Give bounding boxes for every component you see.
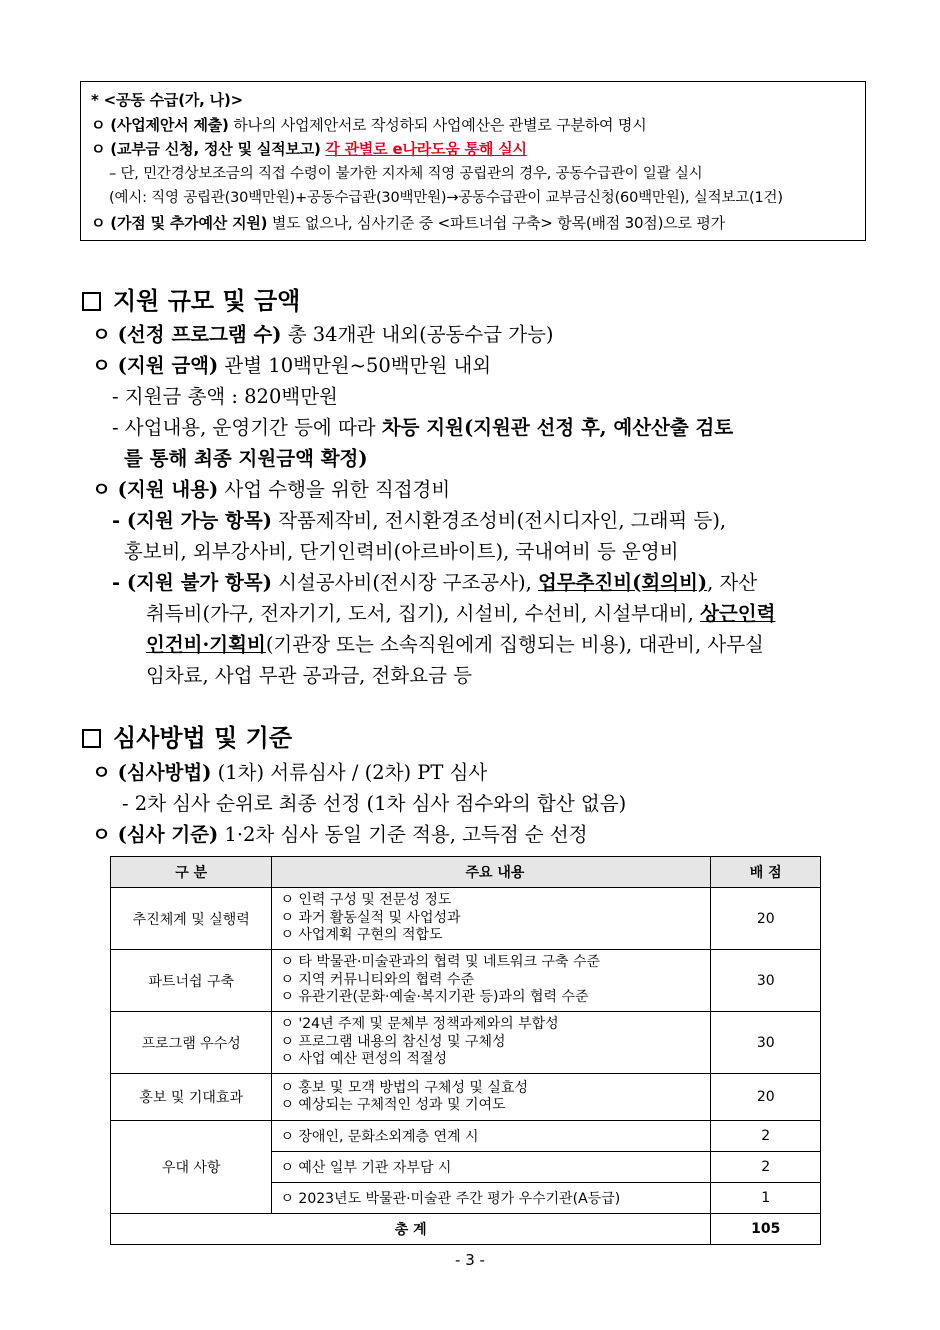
s1-item-allowed-cont: 홍보비, 외부강사비, 단기인력비(아르바이트), 국내여비 등 운영비 xyxy=(124,540,679,563)
table-total-row xyxy=(111,1214,821,1245)
note-title: * <공동 수급(가, 나)> xyxy=(91,91,243,109)
s2-item-method-note: - 2차 심사 순위로 최종 선정 (1차 심사 점수와의 합산 없음) xyxy=(122,792,627,815)
row-score: 20 xyxy=(711,1074,821,1121)
row-score: 30 xyxy=(711,950,821,1012)
s1-item-amount: ㅇ (지원 금액) 관별 10백만원~50백만원 내외 xyxy=(92,354,492,377)
row-items: ㅇ 인력 구성 및 전문성 정도 ㅇ 과거 활동실적 및 사업성과 ㅇ 사업계획 구현의 적합도 xyxy=(272,888,711,950)
bonus-score: 2 xyxy=(711,1121,821,1152)
s1-item-programs: ㅇ (선정 프로그램 수) 총 34개관 내외(공동수급 가능) xyxy=(92,323,554,346)
note-line-3: – 단, 민간경상보조금의 직접 수령이 불가한 지자체 직영 공립관의 경우, 공동수급관이 일괄 실시 xyxy=(109,165,703,182)
s1-item-disallowed: - (지원 불가 항목) 시설공사비(전시장 구조공사), 업무추진비(회의비), 자산 xyxy=(112,571,758,594)
section-heading-review-method: 심사방법 및 기준 xyxy=(82,723,292,753)
row-items: ㅇ 타 박물관·미술관과의 협력 및 네트워크 구축 수준 ㅇ 지역 커뮤니티와의 협력 수준 ㅇ 유관기관(문화·예술·복지기관 등)과의 협력 수준 xyxy=(272,950,711,1012)
checkbox-square-icon xyxy=(82,292,101,311)
row-category-bonus: 우대 사항 xyxy=(111,1121,272,1214)
header-content: 주요 내용 xyxy=(272,857,711,888)
s1-item-disallowed-cont2: 인건비·기획비(기관장 또는 소속직원에게 집행되는 비용), 대관비, 사무실 xyxy=(146,633,764,656)
note-line-5: ㅇ (가점 및 추가예산 지원) 별도 없으나, 심사기준 중 <파트너쉽 구축> 항목(배점 30점)으로 평가 xyxy=(91,213,725,232)
note-line-1: ㅇ (사업제안서 제출) 하나의 사업제안서로 작성하되 사업예산은 관별로 구분하여 명시 xyxy=(91,115,647,134)
checkbox-square-icon xyxy=(82,729,101,748)
s1-item-disallowed-cont3: 임차료, 사업 무관 공과금, 전화요금 등 xyxy=(146,664,472,687)
note-line-4: (예시: 직영 공립관(30백만원)+공동수급관(30백만원)→공동수급관이 교부금신청(60백만원), 실적보고(1건) xyxy=(109,190,783,206)
row-category: 프로그램 우수성 xyxy=(111,1012,272,1074)
section-heading-support-scale: 지원 규모 및 금액 xyxy=(82,286,300,316)
row-score: 20 xyxy=(711,888,821,950)
joint-supply-note-box xyxy=(80,81,866,241)
review-criteria-table xyxy=(110,856,821,1245)
table-row xyxy=(111,1074,821,1121)
total-score: 105 xyxy=(711,1214,821,1245)
bonus-item: ㅇ 2023년도 박물관·미술관 주간 평가 우수기관(A등급) xyxy=(272,1183,711,1214)
s1-item-amount-total: - 지원금 총액 : 820백만원 xyxy=(112,385,338,408)
s1-item-amount-diff-cont: 를 통해 최종 지원금액 확정) xyxy=(124,447,368,470)
total-label: 총 계 xyxy=(111,1214,711,1245)
bonus-item: ㅇ 예산 일부 기관 자부담 시 xyxy=(272,1152,711,1183)
note-red-emphasis: 각 관별로 e나라도움 통해 실시 xyxy=(325,140,527,158)
header-score: 배 점 xyxy=(711,857,821,888)
table-header-row xyxy=(111,857,821,888)
table-row xyxy=(111,1121,821,1152)
s1-item-content: ㅇ (지원 내용) 사업 수행을 위한 직접경비 xyxy=(92,478,451,501)
table-row xyxy=(111,950,821,1012)
note-line-2: ㅇ (교부금 신청, 정산 및 실적보고) 각 관별로 e나라도움 통해 실시 xyxy=(91,140,527,158)
s2-item-criteria: ㅇ (심사 기준) 1·2차 심사 동일 기준 적용, 고득점 순 선정 xyxy=(92,823,588,846)
row-category: 파트너쉽 구축 xyxy=(111,950,272,1012)
row-items: ㅇ '24년 주제 및 문체부 정책과제와의 부합성 ㅇ 프로그램 내용의 참신성 및 구체성 ㅇ 사업 예산 편성의 적절성 xyxy=(272,1012,711,1074)
row-score: 30 xyxy=(711,1012,821,1074)
row-category: 홍보 및 기대효과 xyxy=(111,1074,272,1121)
table-row xyxy=(111,1012,821,1074)
bonus-item: ㅇ 장애인, 문화소외계층 연계 시 xyxy=(272,1121,711,1152)
table-row xyxy=(111,888,821,950)
s1-item-amount-diff: - 사업내용, 운영기간 등에 따라 차등 지원(지원관 선정 후, 예산산출 검토 xyxy=(112,416,734,439)
bonus-score: 1 xyxy=(711,1183,821,1214)
s1-item-disallowed-cont1: 취득비(가구, 전자기기, 도서, 집기), 시설비, 수선비, 시설부대비, 상근인력 xyxy=(146,602,776,625)
row-items: ㅇ 홍보 및 모객 방법의 구체성 및 실효성 ㅇ 예상되는 구체적인 성과 및 기여도 xyxy=(272,1074,711,1121)
bonus-score: 2 xyxy=(711,1152,821,1183)
header-category: 구 분 xyxy=(111,857,272,888)
s2-item-method: ㅇ (심사방법) (1차) 서류심사 / (2차) PT 심사 xyxy=(92,761,488,784)
s1-item-allowed: - (지원 가능 항목) 작품제작비, 전시환경조성비(전시디자인, 그래픽 등), xyxy=(112,509,727,532)
page-number: - 3 - xyxy=(455,1251,485,1269)
row-category: 추진체계 및 실행력 xyxy=(111,888,272,950)
